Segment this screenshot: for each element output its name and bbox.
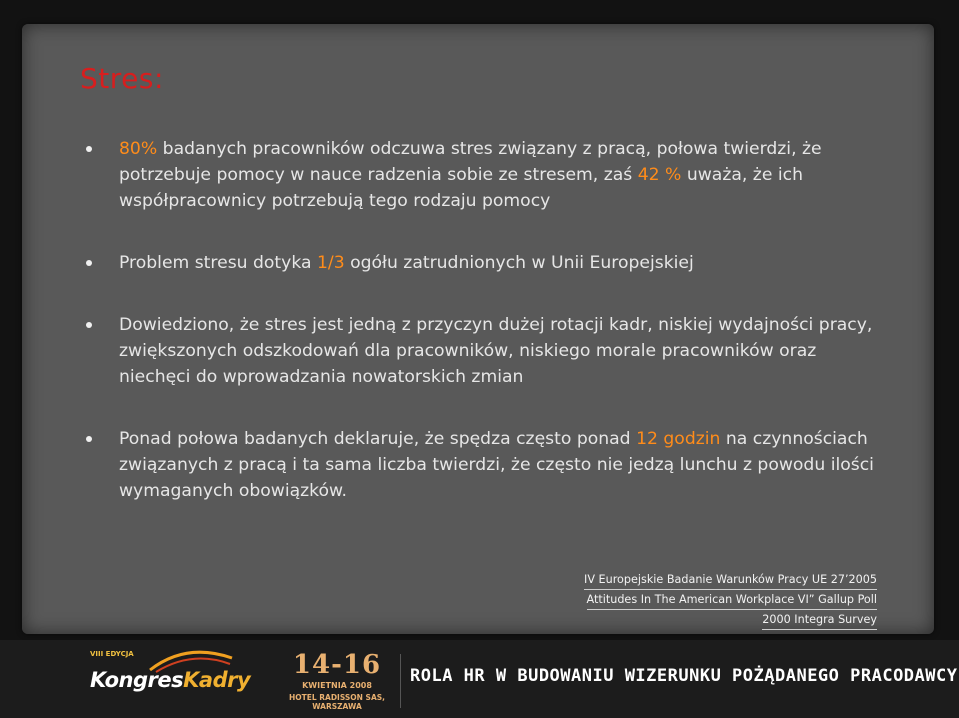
- footer-divider: [400, 654, 401, 708]
- highlight-80-percent: 80%: [119, 139, 158, 159]
- bullet-dot-icon: [86, 260, 92, 266]
- bullet-text: Dowiedziono, że stres jest jedną z przyczyn dużej rotacji kadr, niskiej wydajności pracy, zwiększonych odszkodowań dla pracowników, niskiego morale pracowników oraz niechęci do wprowadzania nowatorskich zmian: [119, 315, 873, 387]
- bullet-item-3: [84, 312, 874, 390]
- event-hotel: HOTEL RADISSON SAS, WARSZAWA: [288, 693, 386, 711]
- highlight-one-third: 1/3: [316, 253, 345, 273]
- source-item: 2000 Integra Survey: [762, 610, 877, 630]
- bullet-text: Problem stresu dotyka: [119, 253, 317, 273]
- event-days: 14-16: [292, 650, 382, 680]
- bullet-item-2: [84, 250, 874, 276]
- source-item: IV Europejskie Badanie Warunków Pracy UE 27’2005: [584, 570, 877, 590]
- bullet-text: Ponad połowa badanych deklaruje, że spędza często ponad: [119, 429, 637, 449]
- bullet-text: uważa, że ich współpracownicy potrzebują tego rodzaju pomocy: [119, 165, 803, 211]
- slide-title: Stres:: [80, 62, 164, 95]
- source-item: Attitudes In The American Workplace VI” Gallup Poll: [587, 590, 877, 610]
- highlight-42-percent: 42 %: [637, 165, 682, 185]
- bullet-dot-icon: [86, 322, 92, 328]
- bullet-text: ogółu zatrudnionych w Unii Europejskiej: [344, 253, 694, 273]
- event-month: KWIETNIA 2008: [302, 681, 372, 690]
- bullet-text: badanych pracowników odczuwa stres związany z pracą, połowa twierdzi, że potrzebuje pomocy w nauce radzenia sobie ze stresem, zaś: [119, 139, 822, 185]
- logo-text: KongresKadry: [90, 668, 251, 692]
- bullet-dot-icon: [86, 146, 92, 152]
- bullet-text: na czynnościach związanych z pracą i ta sama liczba twierdzi, że często nie jedzą lunchu z powodu ilości wymaganych obowiązków.: [119, 429, 874, 501]
- bullet-item-1: [84, 136, 874, 214]
- logo-edition: VIII EDYCJA: [90, 650, 134, 658]
- footer-banner: ROLA HR W BUDOWANIU WIZERUNKU POŻĄDANEGO PRACODAWCY: [410, 666, 958, 686]
- bullet-dot-icon: [86, 436, 92, 442]
- bullet-item-4: [84, 426, 874, 504]
- event-dates: [282, 652, 392, 711]
- kongres-kadry-logo: [90, 648, 250, 710]
- bullet-list: [84, 136, 874, 540]
- highlight-12-hours: 12 godzin: [636, 429, 721, 449]
- sources-list: [584, 570, 877, 630]
